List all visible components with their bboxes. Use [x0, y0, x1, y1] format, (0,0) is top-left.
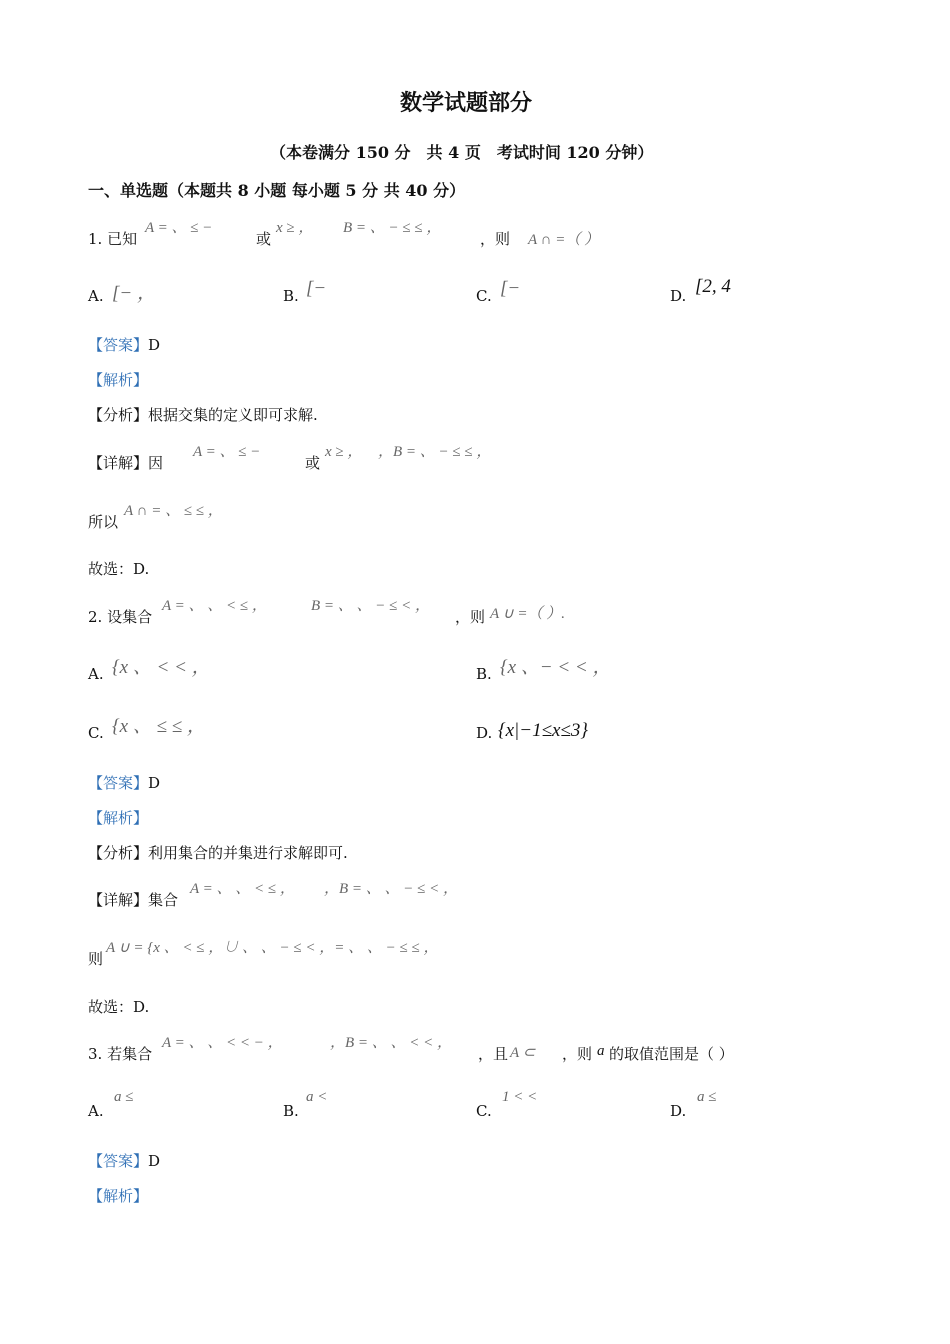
- a2-math-a: A = 、 、 < ≤ ，: [190, 881, 295, 897]
- q1-option-a: [− ，: [112, 283, 156, 304]
- answer-value: D: [148, 1152, 161, 1170]
- q1-math-a2: x ≥ ，: [276, 220, 314, 236]
- q2-option-c-label: C.: [88, 724, 104, 742]
- xiangjie-line: [88, 889, 178, 910]
- q2-math-result: A ∪ =（ ）.: [490, 606, 565, 622]
- answer-tag: [88, 1150, 160, 1171]
- q2-math-a: A = 、 、 < ≤ ，: [162, 598, 267, 614]
- answer-label: 【答案】: [88, 774, 149, 792]
- a1-suoyi: 所以: [88, 513, 119, 531]
- q1-option-b: [−: [306, 278, 327, 299]
- answer-tag: [88, 334, 160, 355]
- q2-option-b-label: B.: [476, 665, 492, 683]
- a1-math-a: A = 、 ≤ −: [193, 444, 261, 460]
- fenxi-label: 【分析】: [88, 406, 149, 424]
- q3-option-b: a <: [306, 1089, 328, 1105]
- a2-guxuan: 故选：D.: [88, 998, 150, 1016]
- q3-then: ，则: [562, 1045, 593, 1063]
- xiangjie-label: 【详解】: [88, 454, 149, 472]
- q3-tail: 的取值范围是（ ）: [609, 1045, 734, 1063]
- a1-math-a2: x ≥ ，: [325, 444, 363, 460]
- page-title: 数学试题部分: [400, 90, 533, 116]
- section-heading: 一、单选题（本题共 8 小题 每小题 5 分 共 40 分）: [88, 181, 466, 200]
- q1-math-b: B = 、 − ≤ ≤ ，: [343, 220, 442, 236]
- q3-option-d: a ≤: [697, 1089, 717, 1105]
- q2-option-a: {x 、 < < ，: [112, 657, 211, 678]
- fenxi-label: 【分析】: [88, 844, 149, 862]
- q1-math-a: A = 、 ≤ −: [145, 220, 213, 236]
- a1-guxuan: 故选：D.: [88, 560, 150, 578]
- fenxi-text: 根据交集的定义即可求解.: [148, 406, 318, 424]
- analysis-tag: 【解析】: [88, 809, 149, 827]
- q1-or: 或: [256, 230, 272, 248]
- a2-math-b: ，B = 、 、 − ≤ < ，: [324, 881, 459, 897]
- q3-option-d-label: D.: [670, 1102, 687, 1120]
- xiangjie-prefix: 因: [148, 454, 164, 472]
- analysis-tag: 【解析】: [88, 371, 149, 389]
- q1-option-d-label: D.: [670, 287, 687, 305]
- q3-option-c-label: C.: [476, 1102, 492, 1120]
- q3-option-c: 1 < <: [502, 1089, 538, 1105]
- q1-option-c: [−: [500, 278, 521, 299]
- question-2-prefix: 2. 设集合: [88, 608, 153, 626]
- q2-option-d: {x|−1≤x≤3}: [498, 720, 588, 741]
- q2-option-d-label: D.: [476, 724, 493, 742]
- q3-option-a-label: A.: [88, 1102, 104, 1120]
- fenxi-line: [88, 842, 348, 863]
- q2-option-b: {x 、− < < ，: [500, 657, 612, 678]
- answer-value: D: [148, 336, 161, 354]
- q1-option-c-label: C.: [476, 287, 492, 305]
- q2-option-c: {x 、 ≤ ≤ ，: [112, 716, 206, 737]
- q1-option-d: [2, 4: [695, 276, 731, 297]
- q1-then: ，则: [480, 230, 511, 248]
- q3-math-b: ，B = 、 、 < < ，: [330, 1035, 453, 1051]
- xiangjie-label: 【详解】: [88, 891, 149, 909]
- a1-math-result: A ∩ = 、 ≤ ≤ ，: [124, 503, 223, 519]
- q3-math-subset: A ⊂: [510, 1045, 536, 1061]
- question-1-prefix: 1. 已知: [88, 230, 138, 248]
- q1-option-b-label: B.: [283, 287, 299, 305]
- fenxi-line: [88, 404, 318, 425]
- answer-label: 【答案】: [88, 1152, 149, 1170]
- q3-option-a: a ≤: [114, 1089, 134, 1105]
- a1-math-b: ，B = 、 − ≤ ≤ ，: [378, 444, 492, 460]
- q3-var-a: a: [597, 1043, 605, 1059]
- xiangjie-prefix: 集合: [148, 891, 179, 909]
- answer-label: 【答案】: [88, 336, 149, 354]
- fenxi-text: 利用集合的并集进行求解即可.: [148, 844, 348, 862]
- q3-qie: ，且: [478, 1045, 509, 1063]
- answer-tag: [88, 772, 160, 793]
- q2-option-a-label: A.: [88, 665, 104, 683]
- answer-value: D: [148, 774, 161, 792]
- q1-option-a-label: A.: [88, 287, 104, 305]
- q2-math-b: B = 、 、 − ≤ < ，: [311, 598, 431, 614]
- exam-info: （本卷满分 150 分 共 4 页 考试时间 120 分钟）: [270, 143, 654, 162]
- analysis-tag: 【解析】: [88, 1187, 149, 1205]
- a2-ze: 则: [88, 950, 104, 968]
- q3-math-a: A = 、 、 < < − ，: [162, 1035, 283, 1051]
- xiangjie-line: [88, 452, 163, 473]
- q2-then: ，则: [455, 608, 486, 626]
- question-3-prefix: 3. 若集合: [88, 1045, 153, 1063]
- a2-math-result: A ∪ = {x 、 < ≤ ，∪ 、 、 − ≤ < ，= 、 、 − ≤ ≤ ，: [106, 940, 439, 956]
- q3-option-b-label: B.: [283, 1102, 299, 1120]
- q1-math-result: A ∩ =（ ）: [528, 232, 600, 248]
- a1-or: 或: [305, 454, 321, 472]
